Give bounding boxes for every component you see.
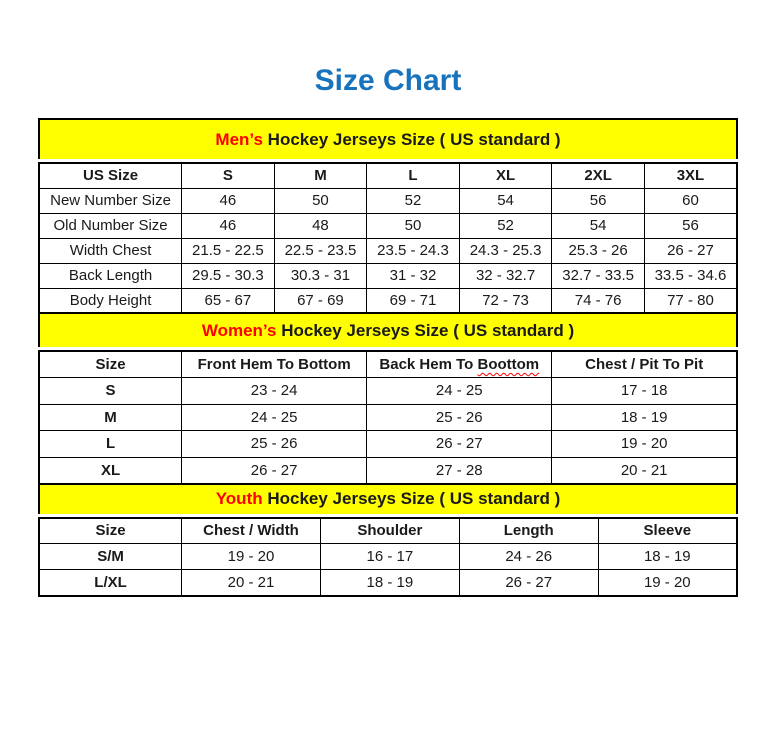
mens-column-header: 2XL <box>552 163 645 188</box>
womens-value-cell: 17 - 18 <box>552 378 737 405</box>
mens-row-label: Body Height <box>39 288 182 313</box>
mens-size-table <box>38 162 738 314</box>
mens-value-cell: 30.3 - 31 <box>274 263 367 288</box>
mens-data-row <box>39 238 737 263</box>
womens-value-cell: 26 - 27 <box>367 431 552 458</box>
womens-value-cell: 27 - 28 <box>367 457 552 484</box>
womens-value-cell: 20 - 21 <box>552 457 737 484</box>
womens-column-header: Front Hem To Bottom <box>182 351 367 378</box>
mens-value-cell: 69 - 71 <box>367 288 460 313</box>
mens-value-cell: 54 <box>459 188 552 213</box>
mens-value-cell: 77 - 80 <box>644 288 737 313</box>
youth-banner-highlight: Youth <box>215 489 263 508</box>
womens-column-header: Chest / Pit To Pit <box>552 351 737 378</box>
youth-column-header: Size <box>39 518 182 544</box>
mens-value-cell: 60 <box>644 188 737 213</box>
mens-column-header: L <box>367 163 460 188</box>
mens-value-cell: 65 - 67 <box>182 288 275 313</box>
youth-data-row <box>39 570 737 596</box>
mens-row-label: Back Length <box>39 263 182 288</box>
mens-value-cell: 74 - 76 <box>552 288 645 313</box>
womens-row-label: S <box>39 378 182 405</box>
youth-row-label: L/XL <box>39 570 182 596</box>
mens-value-cell: 21.5 - 22.5 <box>182 238 275 263</box>
mens-value-cell: 24.3 - 25.3 <box>459 238 552 263</box>
youth-size-table <box>38 517 738 597</box>
mens-column-header: 3XL <box>644 163 737 188</box>
mens-value-cell: 32.7 - 33.5 <box>552 263 645 288</box>
size-chart-sections <box>38 118 738 597</box>
youth-value-cell: 18 - 19 <box>598 544 737 570</box>
youth-value-cell: 16 - 17 <box>320 544 459 570</box>
mens-value-cell: 54 <box>552 213 645 238</box>
youth-value-cell: 18 - 19 <box>320 570 459 596</box>
womens-value-cell: 19 - 20 <box>552 431 737 458</box>
mens-value-cell: 46 <box>182 188 275 213</box>
mens-banner-text: Hockey Jerseys Size ( US standard ) <box>262 129 561 149</box>
youth-column-header: Sleeve <box>598 518 737 544</box>
mens-row-label: New Number Size <box>39 188 182 213</box>
mens-section-banner <box>38 118 738 159</box>
womens-value-cell: 24 - 25 <box>367 378 552 405</box>
youth-section-banner <box>38 483 738 514</box>
mens-data-row <box>39 263 737 288</box>
mens-value-cell: 48 <box>274 213 367 238</box>
mens-value-cell: 52 <box>459 213 552 238</box>
womens-size-table <box>38 350 738 485</box>
mens-value-cell: 72 - 73 <box>459 288 552 313</box>
womens-value-cell: 25 - 26 <box>182 431 367 458</box>
womens-row-label: XL <box>39 457 182 484</box>
page-title: Size Chart <box>314 64 462 97</box>
youth-column-header: Chest / Width <box>182 518 321 544</box>
mens-value-cell: 23.5 - 24.3 <box>367 238 460 263</box>
youth-value-cell: 19 - 20 <box>182 544 321 570</box>
mens-value-cell: 31 - 32 <box>367 263 460 288</box>
mens-row-label: Old Number Size <box>39 213 182 238</box>
mens-value-cell: 29.5 - 30.3 <box>182 263 275 288</box>
mens-value-cell: 56 <box>552 188 645 213</box>
youth-value-cell: 20 - 21 <box>182 570 321 596</box>
misspelled-word-squiggle: Boottom <box>477 356 540 373</box>
mens-data-row <box>39 288 737 313</box>
womens-row-label: M <box>39 404 182 431</box>
mens-column-header: US Size <box>39 163 182 188</box>
womens-data-row <box>39 404 737 431</box>
size-chart-page <box>0 64 776 597</box>
womens-header-row <box>39 351 737 378</box>
womens-column-header: Back Hem To Boottom <box>367 351 552 378</box>
mens-value-cell: 56 <box>644 213 737 238</box>
youth-header-row <box>39 518 737 544</box>
womens-data-row <box>39 457 737 484</box>
youth-data-row <box>39 544 737 570</box>
womens-row-label: L <box>39 431 182 458</box>
mens-header-row <box>39 163 737 188</box>
mens-value-cell: 52 <box>367 188 460 213</box>
youth-banner-text: Hockey Jerseys Size ( US standard ) <box>262 489 561 508</box>
mens-column-header: M <box>274 163 367 188</box>
mens-value-cell: 33.5 - 34.6 <box>644 263 737 288</box>
mens-data-row <box>39 188 737 213</box>
mens-value-cell: 50 <box>367 213 460 238</box>
womens-section-banner <box>38 312 738 347</box>
mens-value-cell: 22.5 - 23.5 <box>274 238 367 263</box>
youth-column-header: Shoulder <box>320 518 459 544</box>
youth-value-cell: 24 - 26 <box>459 544 598 570</box>
womens-value-cell: 23 - 24 <box>182 378 367 405</box>
womens-data-row <box>39 378 737 405</box>
womens-value-cell: 18 - 19 <box>552 404 737 431</box>
youth-value-cell: 26 - 27 <box>459 570 598 596</box>
womens-banner-highlight: Women’s <box>201 320 277 340</box>
mens-value-cell: 32 - 32.7 <box>459 263 552 288</box>
mens-data-row <box>39 213 737 238</box>
womens-data-row <box>39 431 737 458</box>
youth-row-label: S/M <box>39 544 182 570</box>
womens-value-cell: 24 - 25 <box>182 404 367 431</box>
mens-value-cell: 25.3 - 26 <box>552 238 645 263</box>
mens-value-cell: 67 - 69 <box>274 288 367 313</box>
womens-value-cell: 26 - 27 <box>182 457 367 484</box>
mens-column-header: XL <box>459 163 552 188</box>
mens-banner-highlight: Men’s <box>215 129 263 149</box>
womens-banner-text: Hockey Jerseys Size ( US standard ) <box>276 320 575 340</box>
mens-value-cell: 26 - 27 <box>644 238 737 263</box>
mens-column-header: S <box>182 163 275 188</box>
mens-value-cell: 50 <box>274 188 367 213</box>
mens-row-label: Width Chest <box>39 238 182 263</box>
mens-value-cell: 46 <box>182 213 275 238</box>
womens-column-header: Size <box>39 351 182 378</box>
youth-column-header: Length <box>459 518 598 544</box>
womens-value-cell: 25 - 26 <box>367 404 552 431</box>
youth-value-cell: 19 - 20 <box>598 570 737 596</box>
